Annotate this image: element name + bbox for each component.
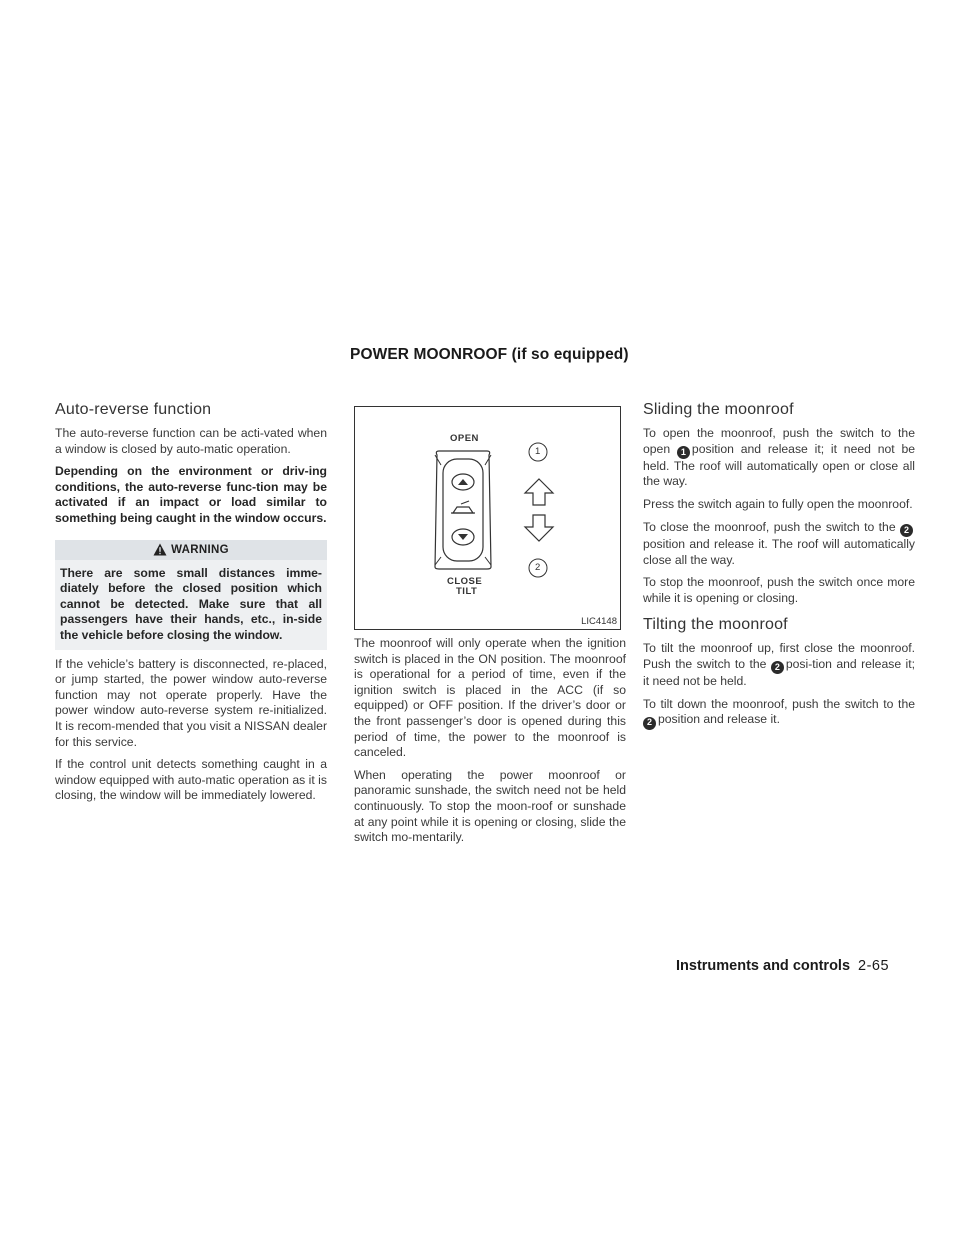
text: To tilt down the moonroof, push the switch to the	[643, 696, 915, 711]
chapter-title: Instruments and controls	[676, 958, 851, 974]
text: To open the moonroof, push the switch to the open	[643, 426, 915, 456]
column-3	[643, 401, 915, 737]
heading-tilting: Tilting the moonroof	[643, 616, 788, 634]
paragraph: The auto-reverse function can be acti-vated when a window is closed by auto-matic operation.	[55, 426, 327, 456]
paragraph: If the control unit detects something caught in a window equipped with auto-matic operation as it is closing, the window will be immediately lowered.	[55, 757, 327, 803]
warning-label: WARNING	[171, 543, 229, 556]
heading-sliding: Sliding the moonroof	[643, 401, 794, 418]
page-number: 2-65	[858, 958, 890, 974]
column-1	[55, 401, 327, 811]
paragraph: If the vehicle’s battery is disconnected, re-placed, or jump started, the power window auto-reverse function may not operate properly. Have the power window auto-reverse system re-initialized. It is recom-mended that you visit a NISSAN dealer for this service.	[55, 656, 327, 749]
step-number-icon: 2	[771, 661, 784, 674]
paragraph	[643, 520, 915, 568]
paragraph: When operating the power moonroof or panoramic sunshade, the switch need not be held continuously. To stop the moon-roof or sunshade at any point while it is opening or closing, slide the switch mo-mentarily.	[354, 767, 626, 845]
callout-1: 1	[535, 446, 541, 457]
paragraph: The moonroof will only operate when the ignition switch is placed in the ON position. The moonroof is operational for a period of time, even if the ignition switch is placed in the ACC (if so equipped) or OFF position. If the driver’s door or the front passenger’s door is opened during this period of time, the power to the moonroof is canceled.	[354, 636, 626, 760]
paragraph	[643, 697, 915, 730]
step-number-icon: 2	[900, 524, 913, 537]
warning-icon	[153, 543, 167, 556]
text: position and release it; it need not be held. The roof will automatically open or close all the way.	[643, 441, 915, 489]
text: position and release it.	[658, 712, 780, 727]
warning-header	[55, 540, 327, 560]
warning-text: There are some small distances imme-diately before the closed position which cannot be detected. Make sure that all passengers have their hands, etc., in-side the vehicle before closing the window.	[60, 565, 322, 642]
open-label: OPEN	[450, 433, 479, 444]
section-title: POWER MOONROOF (if so equipped)	[350, 346, 629, 363]
heading-auto-reverse: Auto-reverse function	[55, 401, 212, 418]
close-label: CLOSE	[447, 576, 483, 587]
step-number-icon: 2	[643, 717, 656, 730]
paragraph	[643, 426, 915, 490]
step-number-icon: 1	[677, 446, 690, 459]
tilt-label: TILT	[456, 586, 478, 597]
figure-code: LIC4148	[581, 616, 617, 627]
column-2	[354, 406, 626, 853]
paragraph: To stop the moonroof, push the switch once more while it is opening or closing.	[643, 575, 915, 605]
switch-diagram	[355, 407, 620, 629]
callout-2: 2	[535, 562, 541, 573]
text: To tilt the moonroof up, first close the moonroof. Push the switch to the	[643, 641, 915, 671]
paragraph	[643, 641, 915, 689]
warning-box	[55, 560, 327, 650]
text: To close the moonroof, push the switch to the	[643, 519, 896, 534]
bold-paragraph: Depending on the environment or driv-ing conditions, the auto-reverse func-tion may be activated if an impact or load similar to something being caught in the window occurs.	[55, 464, 327, 525]
text: posi-tion and release it; it need not be held.	[643, 656, 916, 689]
page-footer	[676, 958, 889, 974]
moonroof-switch-figure	[354, 406, 621, 630]
text: position and release it. The roof will automatically close all the way.	[643, 536, 915, 567]
paragraph: Press the switch again to fully open the moonroof.	[643, 497, 913, 512]
